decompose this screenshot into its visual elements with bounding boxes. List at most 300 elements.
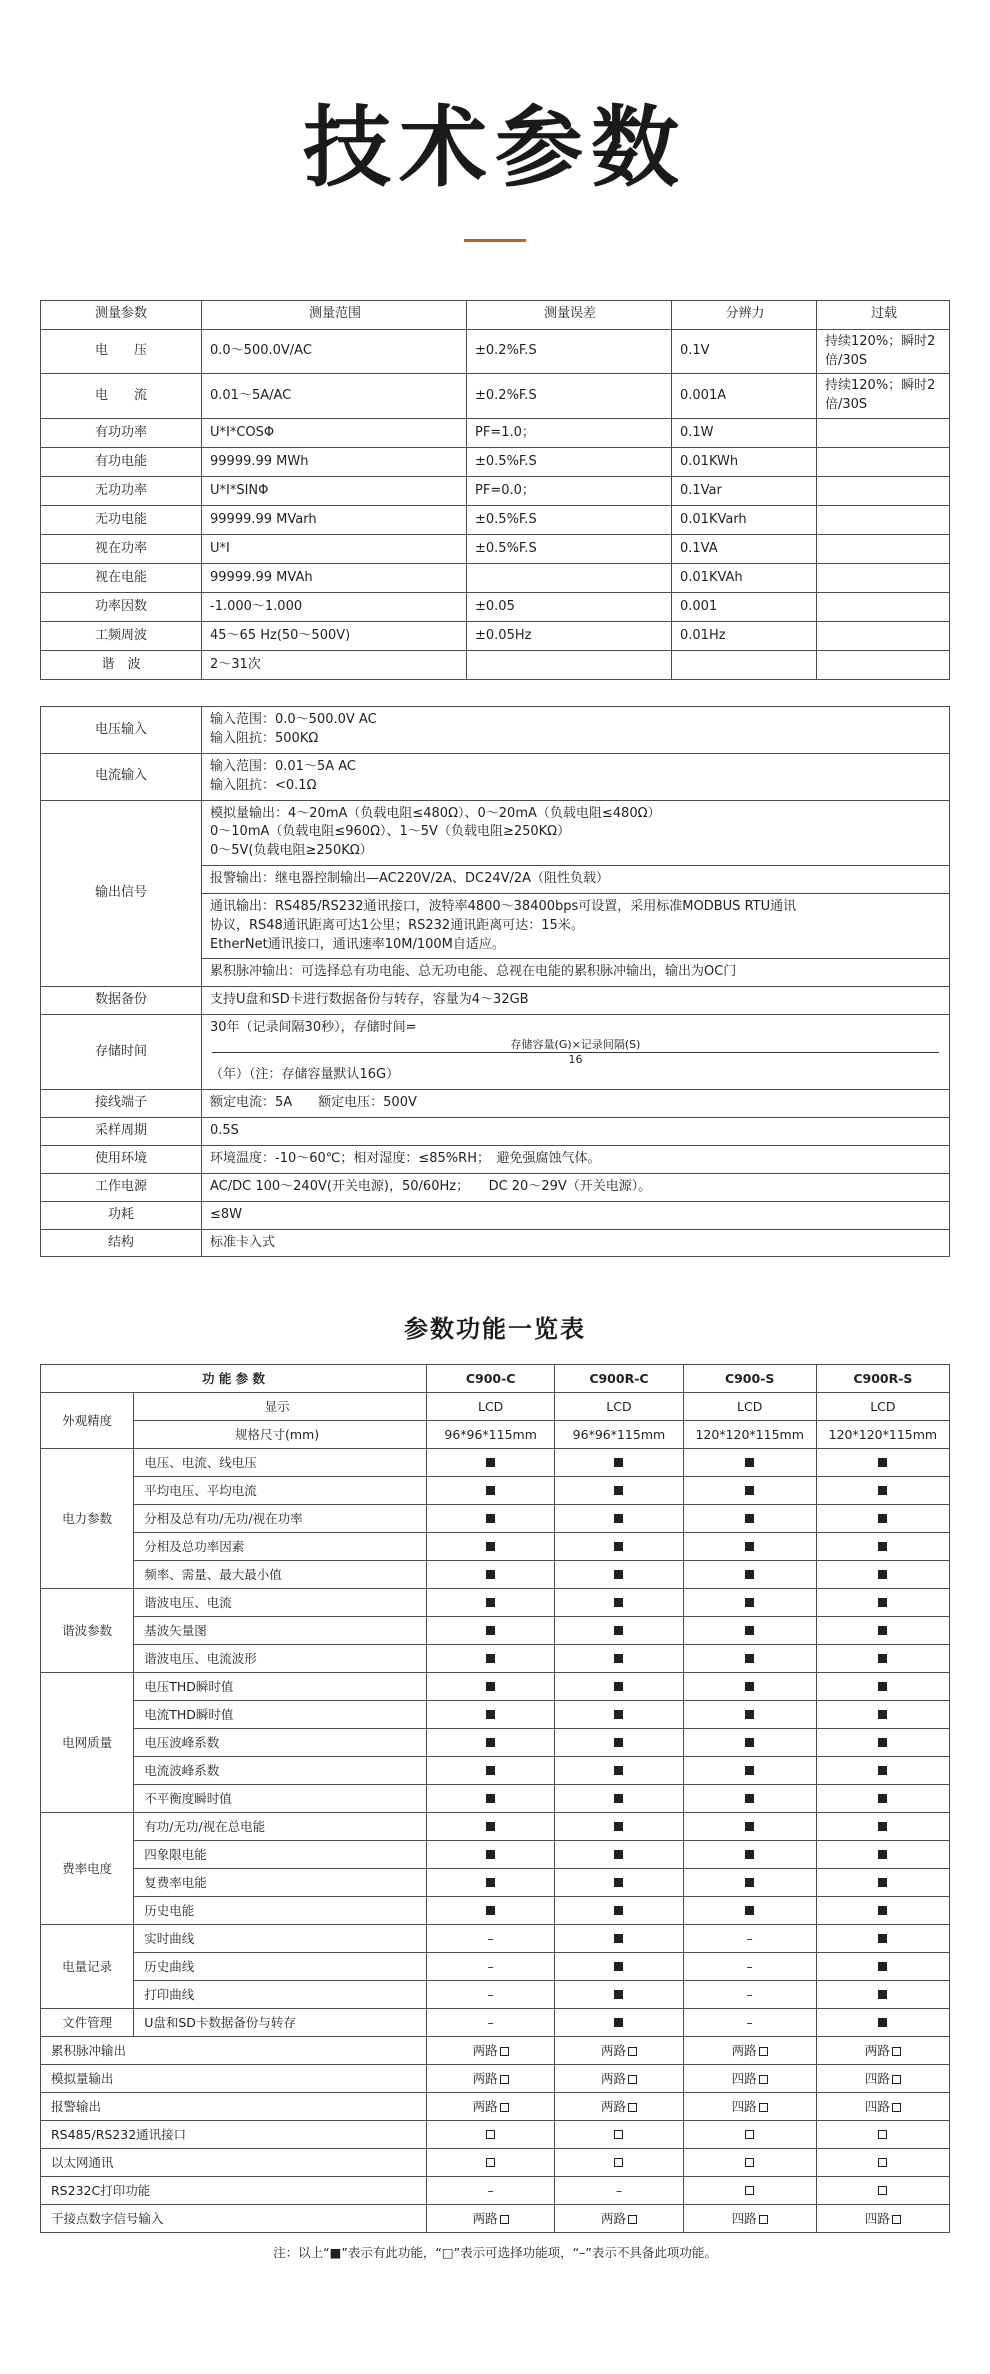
filled-square-icon bbox=[614, 1934, 623, 1943]
table-row bbox=[41, 1393, 950, 1421]
mark-cell bbox=[427, 2149, 555, 2177]
feature-label: 电压THD瞬时值 bbox=[134, 1673, 427, 1701]
mark-cell bbox=[555, 2121, 683, 2149]
mark-cell bbox=[555, 1729, 683, 1757]
route-value: 两路 bbox=[601, 2211, 637, 2226]
table-cell: ±0.2%F.S bbox=[467, 374, 672, 419]
filled-square-icon bbox=[878, 1654, 887, 1663]
feature-label: U盘和SD卡数据备份与转存 bbox=[134, 2009, 427, 2037]
mark-cell bbox=[816, 1897, 949, 1925]
table-cell: 0.01～5A/AC bbox=[202, 374, 467, 419]
table-row bbox=[41, 374, 950, 419]
row-value bbox=[202, 893, 950, 959]
io-table-wrap bbox=[40, 706, 950, 1257]
table-row bbox=[41, 329, 950, 374]
fraction-denominator: 16 bbox=[568, 1052, 583, 1066]
table-row bbox=[41, 1869, 950, 1897]
table-cell: 谐 波 bbox=[41, 651, 202, 680]
mark-cell: – bbox=[427, 2009, 555, 2037]
filled-square-icon bbox=[745, 1542, 754, 1551]
feature-label: 干接点数字信号输入 bbox=[41, 2205, 427, 2233]
table-cell bbox=[467, 564, 672, 593]
table-cell: ±0.2%F.S bbox=[467, 329, 672, 374]
table-row bbox=[41, 2093, 950, 2121]
filled-square-icon bbox=[486, 1738, 495, 1747]
mark-cell bbox=[555, 1757, 683, 1785]
row-label: 采样周期 bbox=[41, 1118, 202, 1146]
table-row bbox=[41, 1953, 950, 1981]
table-cell: ±0.05Hz bbox=[467, 622, 672, 651]
title-underline bbox=[464, 239, 526, 242]
table-row bbox=[41, 1757, 950, 1785]
filled-square-icon bbox=[614, 1962, 623, 1971]
empty-square-icon bbox=[878, 2186, 887, 2195]
mark-cell bbox=[427, 1533, 555, 1561]
empty-square-icon bbox=[878, 2158, 887, 2167]
mark-cell: LCD bbox=[427, 1393, 555, 1421]
filled-square-icon bbox=[614, 1710, 623, 1719]
mark-cell: 120*120*115mm bbox=[816, 1421, 949, 1449]
mark-cell bbox=[683, 2093, 816, 2121]
mark-cell bbox=[816, 1505, 949, 1533]
table-cell: 无功电能 bbox=[41, 506, 202, 535]
row-label: 使用环境 bbox=[41, 1146, 202, 1174]
value-line: 输入范围：0.01～5A AC bbox=[210, 758, 356, 774]
table-row bbox=[41, 1673, 950, 1701]
mark-cell: – bbox=[683, 2009, 816, 2037]
filled-square-icon bbox=[878, 1486, 887, 1495]
table-row bbox=[41, 535, 950, 564]
mark-cell bbox=[816, 1869, 949, 1897]
mark-cell bbox=[816, 1813, 949, 1841]
filled-square-icon bbox=[878, 1822, 887, 1831]
mark-cell bbox=[427, 1701, 555, 1729]
empty-square-icon bbox=[745, 2158, 754, 2167]
row-value bbox=[202, 1146, 950, 1174]
mark-cell bbox=[816, 2093, 949, 2121]
route-value: 两路 bbox=[732, 2043, 768, 2058]
filled-square-icon bbox=[878, 1710, 887, 1719]
empty-square-icon bbox=[628, 2075, 637, 2084]
filled-square-icon bbox=[486, 1682, 495, 1691]
value-line: 输入范围：0.0～500.0V AC bbox=[210, 712, 377, 728]
value-line: 标准卡入式 bbox=[210, 1234, 276, 1250]
table-cell: ±0.5%F.S bbox=[467, 506, 672, 535]
table-row bbox=[41, 506, 950, 535]
mark-cell bbox=[683, 1757, 816, 1785]
table-cell bbox=[817, 564, 950, 593]
table-row bbox=[41, 1813, 950, 1841]
feature-label: 谐波电压、电流 bbox=[134, 1589, 427, 1617]
row-value bbox=[202, 1118, 950, 1146]
mark-cell: – bbox=[555, 2177, 683, 2205]
table-row bbox=[41, 1785, 950, 1813]
feature-label: 电流THD瞬时值 bbox=[134, 1701, 427, 1729]
feature-label: 规格尺寸(mm) bbox=[134, 1421, 427, 1449]
empty-square-icon bbox=[745, 2186, 754, 2195]
mark-cell bbox=[427, 1841, 555, 1869]
mark-cell bbox=[816, 1981, 949, 2009]
table-row bbox=[41, 1729, 950, 1757]
table-row bbox=[41, 477, 950, 506]
row-value bbox=[202, 753, 950, 800]
feature-label: 显示 bbox=[134, 1393, 427, 1421]
table-cell: 0.01KVarh bbox=[672, 506, 817, 535]
mark-cell bbox=[816, 1953, 949, 1981]
feature-label: RS232C打印功能 bbox=[41, 2177, 427, 2205]
route-value: 四路 bbox=[865, 2099, 901, 2114]
mark-cell bbox=[816, 2121, 949, 2149]
mark-cell bbox=[816, 1477, 949, 1505]
empty-square-icon bbox=[892, 2215, 901, 2224]
empty-square-icon bbox=[628, 2047, 637, 2056]
mark-cell bbox=[683, 1841, 816, 1869]
mark-cell bbox=[555, 1645, 683, 1673]
mark-cell bbox=[683, 2149, 816, 2177]
route-value: 两路 bbox=[601, 2043, 637, 2058]
feature-label: 有功/无功/视在总电能 bbox=[134, 1813, 427, 1841]
value-line: 累积脉冲输出：可选择总有功电能、总无功电能、总视在电能的累积脉冲输出，输出为OC门 bbox=[210, 964, 737, 980]
measure-table-wrap bbox=[40, 300, 950, 680]
mark-cell bbox=[555, 2205, 683, 2233]
filled-square-icon bbox=[614, 1850, 623, 1859]
table-cell: 99999.99 MWh bbox=[202, 448, 467, 477]
filled-square-icon bbox=[878, 1570, 887, 1579]
empty-square-icon bbox=[892, 2103, 901, 2112]
filled-square-icon bbox=[878, 1458, 887, 1467]
row-value bbox=[202, 1015, 950, 1090]
table-row bbox=[41, 1701, 950, 1729]
group-label: 电量记录 bbox=[41, 1925, 134, 2009]
table-cell: 电 流 bbox=[41, 374, 202, 419]
mark-cell: LCD bbox=[555, 1393, 683, 1421]
row-value bbox=[202, 800, 950, 866]
mark-cell bbox=[555, 1981, 683, 2009]
table-cell: 0.1VA bbox=[672, 535, 817, 564]
table-row bbox=[41, 1090, 950, 1118]
feature-label: 分相及总功率因素 bbox=[134, 1533, 427, 1561]
filled-square-icon bbox=[486, 1906, 495, 1915]
table-row bbox=[41, 1477, 950, 1505]
table-cell bbox=[817, 477, 950, 506]
filled-square-icon bbox=[486, 1794, 495, 1803]
filled-square-icon bbox=[878, 1990, 887, 1999]
empty-square-icon bbox=[892, 2047, 901, 2056]
feature-label: 模拟量输出 bbox=[41, 2065, 427, 2093]
mark-cell bbox=[427, 1449, 555, 1477]
feature-label: 实时曲线 bbox=[134, 1925, 427, 1953]
filled-square-icon bbox=[745, 1822, 754, 1831]
mark-cell bbox=[427, 1673, 555, 1701]
table-row bbox=[41, 800, 950, 866]
filled-square-icon bbox=[614, 1458, 623, 1467]
table-row bbox=[41, 419, 950, 448]
empty-square-icon bbox=[500, 2103, 509, 2112]
filled-square-icon bbox=[486, 1626, 495, 1635]
table-row bbox=[41, 2009, 950, 2037]
empty-square-icon bbox=[500, 2075, 509, 2084]
mark-cell bbox=[427, 1897, 555, 1925]
feature-label: 复费率电能 bbox=[134, 1869, 427, 1897]
section-heading: 参数功能一览表 bbox=[404, 1315, 586, 1344]
function-table-head bbox=[41, 1365, 950, 1393]
mark-cell bbox=[427, 1477, 555, 1505]
formula-prefix: 30年（记录间隔30秒），存储时间= bbox=[210, 1020, 417, 1036]
mark-cell bbox=[816, 2065, 949, 2093]
table-cell bbox=[467, 651, 672, 680]
table-cell: 2～31次 bbox=[202, 651, 467, 680]
filled-square-icon bbox=[878, 1598, 887, 1607]
table-cell: 45～65 Hz(50～500V) bbox=[202, 622, 467, 651]
table-cell: 0.001 bbox=[672, 593, 817, 622]
filled-square-icon bbox=[486, 1458, 495, 1467]
mark-cell bbox=[816, 1449, 949, 1477]
route-value: 两路 bbox=[473, 2099, 509, 2114]
filled-square-icon bbox=[614, 1766, 623, 1775]
value-line: 输入阻抗：<0.1Ω bbox=[210, 777, 317, 793]
empty-square-icon bbox=[628, 2103, 637, 2112]
mark-cell bbox=[555, 1897, 683, 1925]
mark-cell bbox=[427, 2205, 555, 2233]
feature-label: 电流波峰系数 bbox=[134, 1757, 427, 1785]
table-row bbox=[41, 1561, 950, 1589]
mark-cell bbox=[427, 2093, 555, 2121]
filled-square-icon bbox=[878, 2018, 887, 2027]
route-value: 两路 bbox=[473, 2211, 509, 2226]
filled-square-icon bbox=[878, 1794, 887, 1803]
mark-cell bbox=[555, 2009, 683, 2037]
mark-cell bbox=[816, 1925, 949, 1953]
empty-square-icon bbox=[614, 2158, 623, 2167]
filled-square-icon bbox=[878, 1766, 887, 1775]
function-table-body bbox=[41, 1393, 950, 2233]
feature-label: 历史曲线 bbox=[134, 1953, 427, 1981]
mark-cell bbox=[683, 1729, 816, 1757]
mark-cell: 120*120*115mm bbox=[683, 1421, 816, 1449]
mark-cell: – bbox=[683, 1981, 816, 2009]
mark-cell bbox=[555, 1953, 683, 1981]
table-cell: 0.01Hz bbox=[672, 622, 817, 651]
filled-square-icon bbox=[745, 1598, 754, 1607]
table-cell: 工频周波 bbox=[41, 622, 202, 651]
mark-cell bbox=[427, 1869, 555, 1897]
mark-cell: – bbox=[427, 1953, 555, 1981]
feature-label: 不平衡度瞬时值 bbox=[134, 1785, 427, 1813]
mark-cell bbox=[555, 2065, 683, 2093]
mark-cell bbox=[555, 1673, 683, 1701]
feature-label: 报警输出 bbox=[41, 2093, 427, 2121]
mark-cell bbox=[683, 1449, 816, 1477]
mark-cell bbox=[816, 1785, 949, 1813]
mark-cell bbox=[683, 1505, 816, 1533]
table-header-row bbox=[41, 1365, 950, 1393]
mark-cell bbox=[555, 2149, 683, 2177]
table-cell: 功率因数 bbox=[41, 593, 202, 622]
filled-square-icon bbox=[878, 1514, 887, 1523]
filled-square-icon bbox=[614, 1738, 623, 1747]
table-row bbox=[41, 753, 950, 800]
filled-square-icon bbox=[614, 1598, 623, 1607]
mark-cell: 96*96*115mm bbox=[555, 1421, 683, 1449]
filled-square-icon bbox=[486, 1570, 495, 1579]
mark-cell bbox=[427, 1589, 555, 1617]
io-table bbox=[40, 706, 950, 1257]
value-line: AC/DC 100～240V(开关电源)，50/60Hz； DC 20～29V（开关电源）。 bbox=[210, 1178, 652, 1194]
measurement-table-body bbox=[41, 329, 950, 679]
mark-cell bbox=[816, 2149, 949, 2177]
group-label: 谐波参数 bbox=[41, 1589, 134, 1673]
empty-square-icon bbox=[628, 2215, 637, 2224]
row-value bbox=[202, 1201, 950, 1229]
value-line: 0.5S bbox=[210, 1123, 239, 1139]
feature-label: 历史电能 bbox=[134, 1897, 427, 1925]
table-cell: 99999.99 MVAh bbox=[202, 564, 467, 593]
mark-cell bbox=[816, 1757, 949, 1785]
filled-square-icon bbox=[878, 1878, 887, 1887]
feature-label: 打印曲线 bbox=[134, 1981, 427, 2009]
filled-square-icon bbox=[614, 1514, 623, 1523]
table-row bbox=[41, 2065, 950, 2093]
mark-cell bbox=[555, 2037, 683, 2065]
table-row bbox=[41, 1589, 950, 1617]
mark-cell bbox=[683, 1589, 816, 1617]
function-table bbox=[40, 1364, 950, 2233]
mark-cell bbox=[555, 1617, 683, 1645]
mark-cell bbox=[683, 1673, 816, 1701]
header-cell: 过载 bbox=[817, 300, 950, 329]
table-row bbox=[41, 1925, 950, 1953]
table-cell: 0.01KVAh bbox=[672, 564, 817, 593]
route-value: 四路 bbox=[732, 2099, 768, 2114]
filled-square-icon bbox=[614, 1654, 623, 1663]
mark-cell bbox=[816, 2177, 949, 2205]
mark-cell bbox=[816, 1589, 949, 1617]
group-label: 费率电度 bbox=[41, 1813, 134, 1925]
empty-square-icon bbox=[500, 2047, 509, 2056]
mark-cell bbox=[555, 1533, 683, 1561]
mark-cell bbox=[683, 2065, 816, 2093]
group-label: 文件管理 bbox=[41, 2009, 134, 2037]
header-cell: C900R-S bbox=[816, 1365, 949, 1393]
header-cell: 分辨力 bbox=[672, 300, 817, 329]
filled-square-icon bbox=[614, 1486, 623, 1495]
value-line: 报警输出：继电器控制输出—AC220V/2A、DC24V/2A（阻性负载） bbox=[210, 871, 610, 887]
table-cell: 0.1Var bbox=[672, 477, 817, 506]
empty-square-icon bbox=[486, 2158, 495, 2167]
feature-label: 平均电压、平均电流 bbox=[134, 1477, 427, 1505]
row-label: 存储时间 bbox=[41, 1015, 202, 1090]
table-cell: 视在电能 bbox=[41, 564, 202, 593]
fraction-numerator: 存储容量(G)×记录间隔(S) bbox=[212, 1038, 939, 1053]
filled-square-icon bbox=[745, 1654, 754, 1663]
mark-cell bbox=[683, 1869, 816, 1897]
mark-cell bbox=[427, 1617, 555, 1645]
row-label: 输出信号 bbox=[41, 800, 202, 987]
table-row bbox=[41, 2121, 950, 2149]
header-cell: 测量误差 bbox=[467, 300, 672, 329]
empty-square-icon bbox=[500, 2215, 509, 2224]
filled-square-icon bbox=[745, 1514, 754, 1523]
mark-cell bbox=[683, 1813, 816, 1841]
table-row bbox=[41, 1645, 950, 1673]
group-label: 电力参数 bbox=[41, 1449, 134, 1589]
table-cell bbox=[817, 419, 950, 448]
table-cell bbox=[817, 506, 950, 535]
table-row bbox=[41, 1617, 950, 1645]
mark-cell: 96*96*115mm bbox=[427, 1421, 555, 1449]
mark-cell bbox=[555, 1561, 683, 1589]
filled-square-icon bbox=[614, 1822, 623, 1831]
feature-label: 谐波电压、电流波形 bbox=[134, 1645, 427, 1673]
row-label: 电流输入 bbox=[41, 753, 202, 800]
mark-cell bbox=[816, 1701, 949, 1729]
table-cell: 电 压 bbox=[41, 329, 202, 374]
route-value: 两路 bbox=[601, 2099, 637, 2114]
table-cell: ±0.5%F.S bbox=[467, 448, 672, 477]
route-value: 两路 bbox=[473, 2071, 509, 2086]
table-cell: 有功功率 bbox=[41, 419, 202, 448]
filled-square-icon bbox=[745, 1458, 754, 1467]
feature-label: 电压波峰系数 bbox=[134, 1729, 427, 1757]
header-cell: C900-C bbox=[427, 1365, 555, 1393]
route-value: 四路 bbox=[865, 2211, 901, 2226]
formula-fraction bbox=[212, 1038, 939, 1067]
table-row bbox=[41, 1421, 950, 1449]
table-cell bbox=[672, 651, 817, 680]
filled-square-icon bbox=[614, 1626, 623, 1635]
feature-label: 频率、需量、最大最小值 bbox=[134, 1561, 427, 1589]
value-line: EtherNet通讯接口，通讯速率10M/100M自适应。 bbox=[210, 936, 505, 952]
mark-cell bbox=[427, 1561, 555, 1589]
filled-square-icon bbox=[878, 1542, 887, 1551]
value-line: 协议，RS48通讯距离可达1公里；RS232通讯距离可达：15米。 bbox=[210, 917, 584, 933]
io-table-body bbox=[41, 707, 950, 1257]
row-label: 工作电源 bbox=[41, 1173, 202, 1201]
table-cell: 0.001A bbox=[672, 374, 817, 419]
table-row bbox=[41, 1173, 950, 1201]
feature-label: RS485/RS232通讯接口 bbox=[41, 2121, 427, 2149]
table-row bbox=[41, 987, 950, 1015]
mark-cell bbox=[427, 1645, 555, 1673]
table-cell: 99999.99 MVarh bbox=[202, 506, 467, 535]
value-line: 0～10mA（负载电阻≤960Ω）、1～5V（负载电阻≥250KΩ） bbox=[210, 824, 571, 840]
table-cell: 0.1W bbox=[672, 419, 817, 448]
mark-cell bbox=[427, 1729, 555, 1757]
mark-cell bbox=[816, 1561, 949, 1589]
mark-cell bbox=[683, 1561, 816, 1589]
filled-square-icon bbox=[614, 1794, 623, 1803]
feature-label: 累积脉冲输出 bbox=[41, 2037, 427, 2065]
row-label: 结构 bbox=[41, 1229, 202, 1257]
empty-square-icon bbox=[486, 2130, 495, 2139]
mark-cell: – bbox=[683, 1925, 816, 1953]
route-value: 四路 bbox=[732, 2071, 768, 2086]
mark-cell bbox=[816, 1645, 949, 1673]
value-line: 额定电流：5A 额定电压：500V bbox=[210, 1095, 417, 1111]
filled-square-icon bbox=[745, 1850, 754, 1859]
filled-square-icon bbox=[878, 1626, 887, 1635]
mark-cell bbox=[427, 2065, 555, 2093]
route-value: 四路 bbox=[865, 2071, 901, 2086]
mark-cell bbox=[816, 1673, 949, 1701]
table-row bbox=[41, 622, 950, 651]
mark-cell bbox=[427, 2037, 555, 2065]
table-row bbox=[41, 1841, 950, 1869]
filled-square-icon bbox=[614, 1906, 623, 1915]
empty-square-icon bbox=[759, 2047, 768, 2056]
route-value: 四路 bbox=[732, 2211, 768, 2226]
mark-cell: – bbox=[427, 1981, 555, 2009]
